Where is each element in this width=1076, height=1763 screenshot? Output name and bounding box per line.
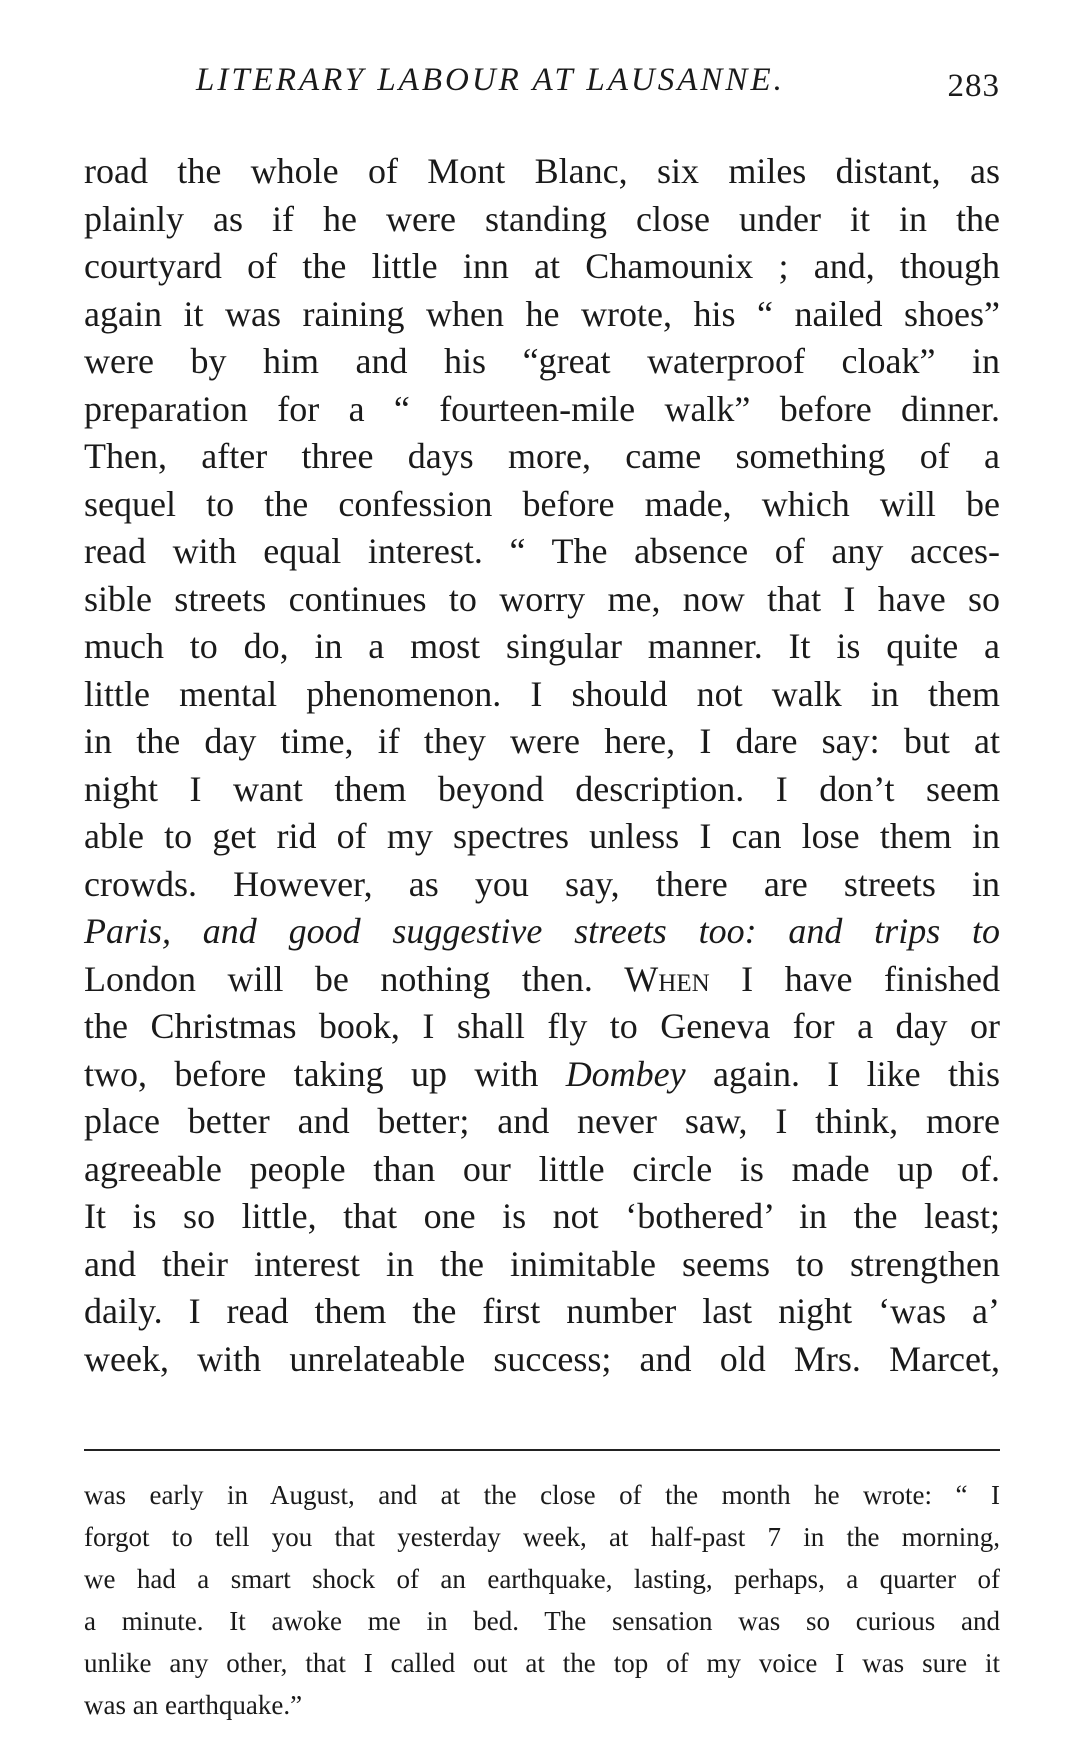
body-line: and their interest in the inimitable seems to strengthen bbox=[84, 1243, 1000, 1284]
body-line: sequel to the confession before made, which will be bbox=[84, 483, 1000, 524]
page-number: 283 bbox=[947, 68, 1000, 104]
body-line: much to do, in a most singular manner. It is quite a bbox=[84, 626, 1000, 666]
footnote-rule bbox=[84, 1449, 1000, 1451]
body-line: crowds. However, as you say, there are streets in bbox=[84, 863, 1000, 904]
body-line: Then, after three days more, came something of a bbox=[84, 436, 1000, 476]
body-line: road the whole of Mont Blanc, six miles distant, as bbox=[84, 151, 1000, 191]
body-line-text: Paris, and good suggestive streets too: and trips to bbox=[84, 911, 1000, 951]
body-line: It is so little, that one is not ‘bothered’ in the least; bbox=[84, 1196, 1000, 1236]
body-line: daily. I read them the first number last night ‘was a’ bbox=[84, 1291, 1000, 1331]
body-line-tail: I have finished bbox=[709, 958, 1000, 999]
body-line: week, with unrelateable success; and old Mrs. Marcet, bbox=[84, 1338, 1000, 1379]
body-line: able to get rid of my spectres unless I can lose them in bbox=[84, 816, 1000, 856]
running-title: LITERARY LABOUR AT LAUSANNE. bbox=[196, 62, 785, 98]
body-line bbox=[84, 1051, 1000, 1099]
body-line: in the day time, if they were here, I dare say: but at bbox=[84, 721, 1000, 761]
body-line: sible streets continues to worry me, now that I have so bbox=[84, 578, 1000, 619]
footnote bbox=[84, 1474, 1000, 1726]
body-line-tail: again. I like this bbox=[685, 1053, 1000, 1094]
footnote-line: we had a smart shock of an earthquake, lasting, perhaps, a quarter of bbox=[84, 1564, 1000, 1594]
footnote-line: a minute. It awoke me in bed. The sensation was so curious and bbox=[84, 1606, 1000, 1636]
footnote-line: unlike any other, that I called out at the top of my voice I was sure it bbox=[84, 1648, 1000, 1678]
body-line: little mental phenomenon. I should not walk in them bbox=[84, 673, 1000, 714]
body-line: again it was raining when he wrote, his “ nailed shoes” bbox=[84, 293, 1000, 334]
body-text bbox=[84, 148, 1000, 1383]
body-line: place better and better; and never saw, I think, more bbox=[84, 1101, 1000, 1141]
running-head bbox=[84, 62, 1000, 112]
body-line: were by him and his “great waterproof cloak” in bbox=[84, 341, 1000, 381]
footnote-line: was early in August, and at the close of the month he wrote: “ I bbox=[84, 1480, 1000, 1510]
body-line bbox=[84, 956, 1000, 1004]
body-line: read with equal interest. “ The absence of any acces- bbox=[84, 531, 1000, 571]
body-line-italic bbox=[84, 908, 1000, 956]
footnote-line: was an earthquake.” bbox=[84, 1690, 303, 1720]
italic-title: Dombey bbox=[565, 1053, 686, 1094]
body-line: agreeable people than our little circle is made up of. bbox=[84, 1148, 1000, 1189]
body-line: courtyard of the little inn at Chamounix ; and, though bbox=[84, 246, 1000, 286]
footnote-line: forgot to tell you that yesterday week, at half-past 7 in the morning, bbox=[84, 1522, 1000, 1552]
body-line: preparation for a “ fourteen-mile walk” before dinner. bbox=[84, 388, 1000, 429]
body-line-text: London will be nothing then. bbox=[84, 958, 593, 999]
body-line: night I want them beyond description. I don’t seem bbox=[84, 768, 1000, 809]
smallcaps-word: When bbox=[624, 958, 710, 999]
body-line-text: two, before taking up with bbox=[84, 1053, 539, 1094]
body-line: the Christmas book, I shall fly to Geneva for a day or bbox=[84, 1006, 1000, 1046]
body-line: plainly as if he were standing close under it in the bbox=[84, 198, 1000, 239]
